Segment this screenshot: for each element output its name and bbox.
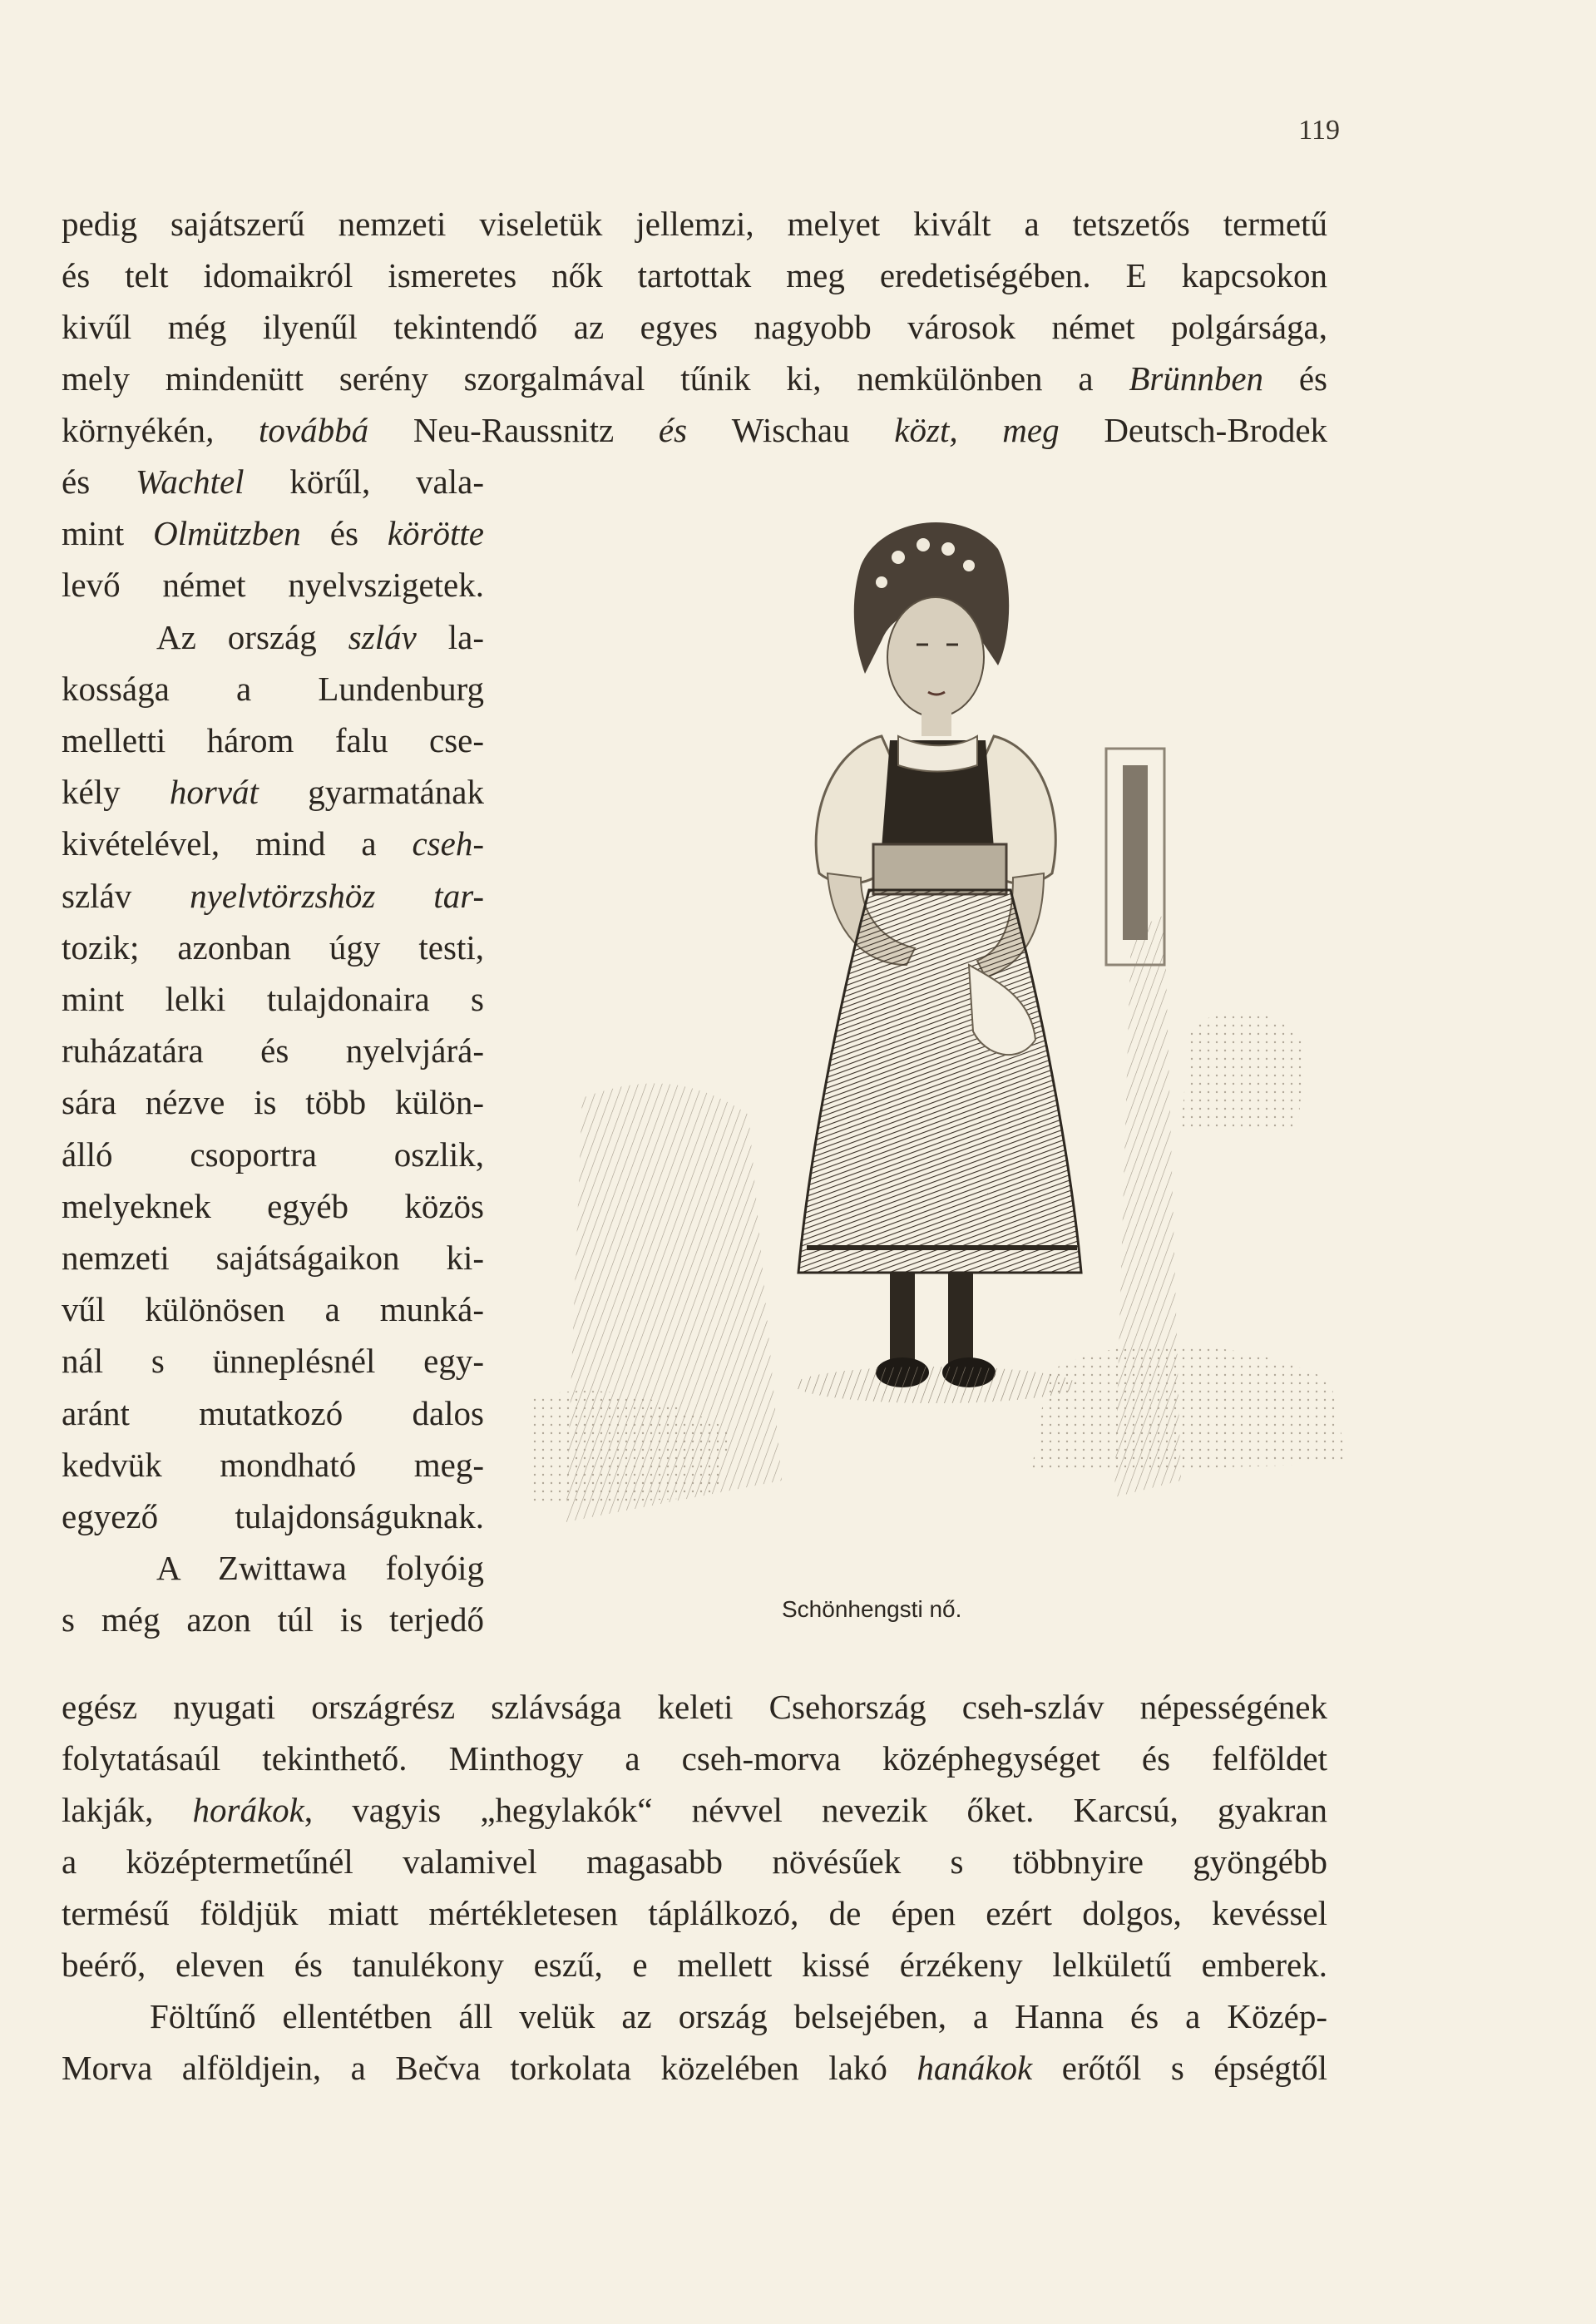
text-line — [62, 715, 484, 766]
text-run: körűl, vala- — [244, 462, 484, 501]
text-run: nemzeti sajátságaikon ki- — [62, 1239, 484, 1278]
text-line — [62, 1076, 484, 1128]
text-run: s még azon túl is terjedő — [62, 1600, 484, 1639]
text-run: lakják, — [62, 1791, 193, 1829]
text-line — [62, 766, 484, 818]
text-run: a középtermetűnél valamivel magasabb növésűek s többnyire gyöngébb — [62, 1842, 1327, 1881]
italic-term: hanákok — [917, 2049, 1033, 2087]
text-run: kély — [62, 773, 170, 812]
italic-term: horákok — [192, 1791, 304, 1829]
bottom-paragraph — [62, 1681, 1327, 2094]
text-run: pedig sajátszerű nemzeti viseletük jellemzi, melyet kivált a tetszetős termetű — [62, 205, 1327, 243]
page-number: 119 — [1298, 115, 1340, 146]
text-run: , vagyis „hegylakók“ névvel nevezik őket. Karcsú, gyakran — [304, 1791, 1327, 1829]
text-line — [62, 1594, 484, 1645]
italic-term: Wachtel — [136, 462, 245, 501]
text-run: mint lelki tulajdonaira s — [62, 980, 484, 1019]
text-line — [62, 663, 484, 715]
text-run: Morva alföldjein, a Bečva torkolata közelében lakó — [62, 2049, 917, 2087]
text-run: ruházatára és nyelvjárá- — [62, 1031, 484, 1071]
text-line — [62, 507, 484, 559]
italic-term: nyelvtörzshöz tar- — [131, 876, 484, 915]
italic-term: horvát — [169, 773, 259, 812]
text-line — [62, 1232, 484, 1283]
text-line — [62, 1180, 484, 1232]
text-run: és — [300, 514, 388, 553]
wrapped-text-column — [62, 456, 484, 1646]
text-run: sára nézve is több külön- — [62, 1083, 484, 1122]
text-run: és — [1263, 359, 1327, 398]
text-run: kivűl még ilyenűl tekintendő az egyes nagyobb városok német polgársága, — [62, 308, 1327, 346]
text-run: álló csoportra oszlik, — [62, 1135, 484, 1174]
text-run: aránt mutatkozó dalos — [62, 1393, 484, 1432]
text-run: erőtől s épségtől — [1032, 2049, 1327, 2087]
text-line — [62, 2042, 1327, 2094]
text-run: vűl különösen a munká- — [62, 1290, 484, 1329]
italic-term: körötte — [387, 514, 484, 553]
text-run: la- — [416, 617, 485, 656]
italic-term: Olmützben — [153, 514, 301, 553]
figure-caption: Schönhengsti nő. — [782, 1596, 962, 1622]
italic-term: közt, meg — [849, 411, 1104, 449]
text-line — [62, 198, 1327, 250]
text-run: és — [62, 462, 136, 501]
text-run: mint — [62, 514, 154, 553]
text-run: mely mindenütt serény szorgalmával tűnik ki, nemkülönben a — [62, 359, 1129, 398]
text-run: szláv — [62, 876, 132, 915]
italic-term: , továbbá — [205, 411, 413, 449]
text-run: Deutsch-Brodek — [1104, 411, 1328, 449]
text-line — [62, 818, 484, 869]
italic-term: cseh- — [412, 824, 484, 863]
text-line — [62, 1939, 1327, 1990]
text-run: Wischau — [731, 411, 850, 449]
text-run: nál s ünneplésnél egy- — [62, 1342, 484, 1381]
text-run: tozik; azonban úgy testi, — [62, 927, 484, 967]
text-line — [62, 1491, 484, 1542]
text-line — [62, 870, 484, 922]
text-run: Az ország — [156, 617, 348, 656]
text-run: beérő, eleven és tanulékony eszű, e mellett kissé érzékeny lelkületű emberek. — [62, 1946, 1327, 1984]
text-run: melyeknek egyéb közös — [62, 1186, 484, 1225]
text-line — [62, 559, 484, 611]
text-line — [62, 922, 484, 973]
text-line — [62, 353, 1327, 404]
top-paragraph — [62, 198, 1327, 456]
text-run: Föltűnő ellentétben áll velük az ország belsejében, a Hanna és a Közép- — [150, 1997, 1327, 2035]
text-run: egyező tulajdonságuknak. — [62, 1497, 484, 1536]
text-run: melletti három falu cse- — [62, 721, 484, 760]
text-line — [62, 250, 1327, 301]
text-run: Neu-Raussnitz — [413, 411, 615, 449]
text-line — [62, 1542, 484, 1594]
text-run: termésű földjük miatt mértékletesen táplálkozó, de épen ezért dolgos, kevéssel — [62, 1894, 1327, 1932]
text-run: folytatásaúl tekinthető. Minthogy a cseh-morva középhegységet és felföldet — [62, 1739, 1327, 1778]
text-line — [62, 1283, 484, 1335]
text-line — [62, 973, 484, 1025]
illustration-woman-in-folk-costume — [532, 499, 1381, 1614]
text-line — [62, 1681, 1327, 1733]
text-run: egész nyugati országrész szlávsága keleti Csehország cseh-szláv népességének — [62, 1688, 1327, 1726]
text-line — [62, 1129, 484, 1180]
text-run: A Zwittawa folyóig — [156, 1549, 484, 1588]
text-line — [62, 1025, 484, 1076]
text-run: kivételével, mind a — [62, 824, 413, 863]
text-line — [62, 1387, 484, 1439]
text-run: kedvük mondható meg- — [62, 1445, 484, 1484]
text-line — [62, 1784, 1327, 1836]
text-line — [62, 1990, 1327, 2042]
text-line — [62, 1335, 484, 1387]
italic-term: Brünnben — [1129, 359, 1264, 398]
text-line — [62, 404, 1327, 456]
text-run: levő német nyelvszigetek. — [62, 566, 484, 605]
italic-term: szláv — [348, 617, 417, 656]
text-line — [62, 456, 484, 507]
woman-figure — [794, 522, 1081, 1403]
text-line — [62, 1733, 1327, 1784]
text-line — [62, 1836, 1327, 1887]
italic-term: és — [614, 411, 732, 449]
text-line — [62, 301, 1327, 353]
text-run: kossága a Lundenburg — [62, 669, 484, 708]
text-run: és telt idomaikról ismeretes nők tartottak meg eredetiségében. E kapcsokon — [62, 256, 1327, 294]
text-run: gyarmatának — [258, 773, 484, 812]
text-run: környékén — [62, 411, 206, 449]
text-line — [62, 611, 484, 663]
text-line — [62, 1439, 484, 1491]
text-line — [62, 1887, 1327, 1939]
